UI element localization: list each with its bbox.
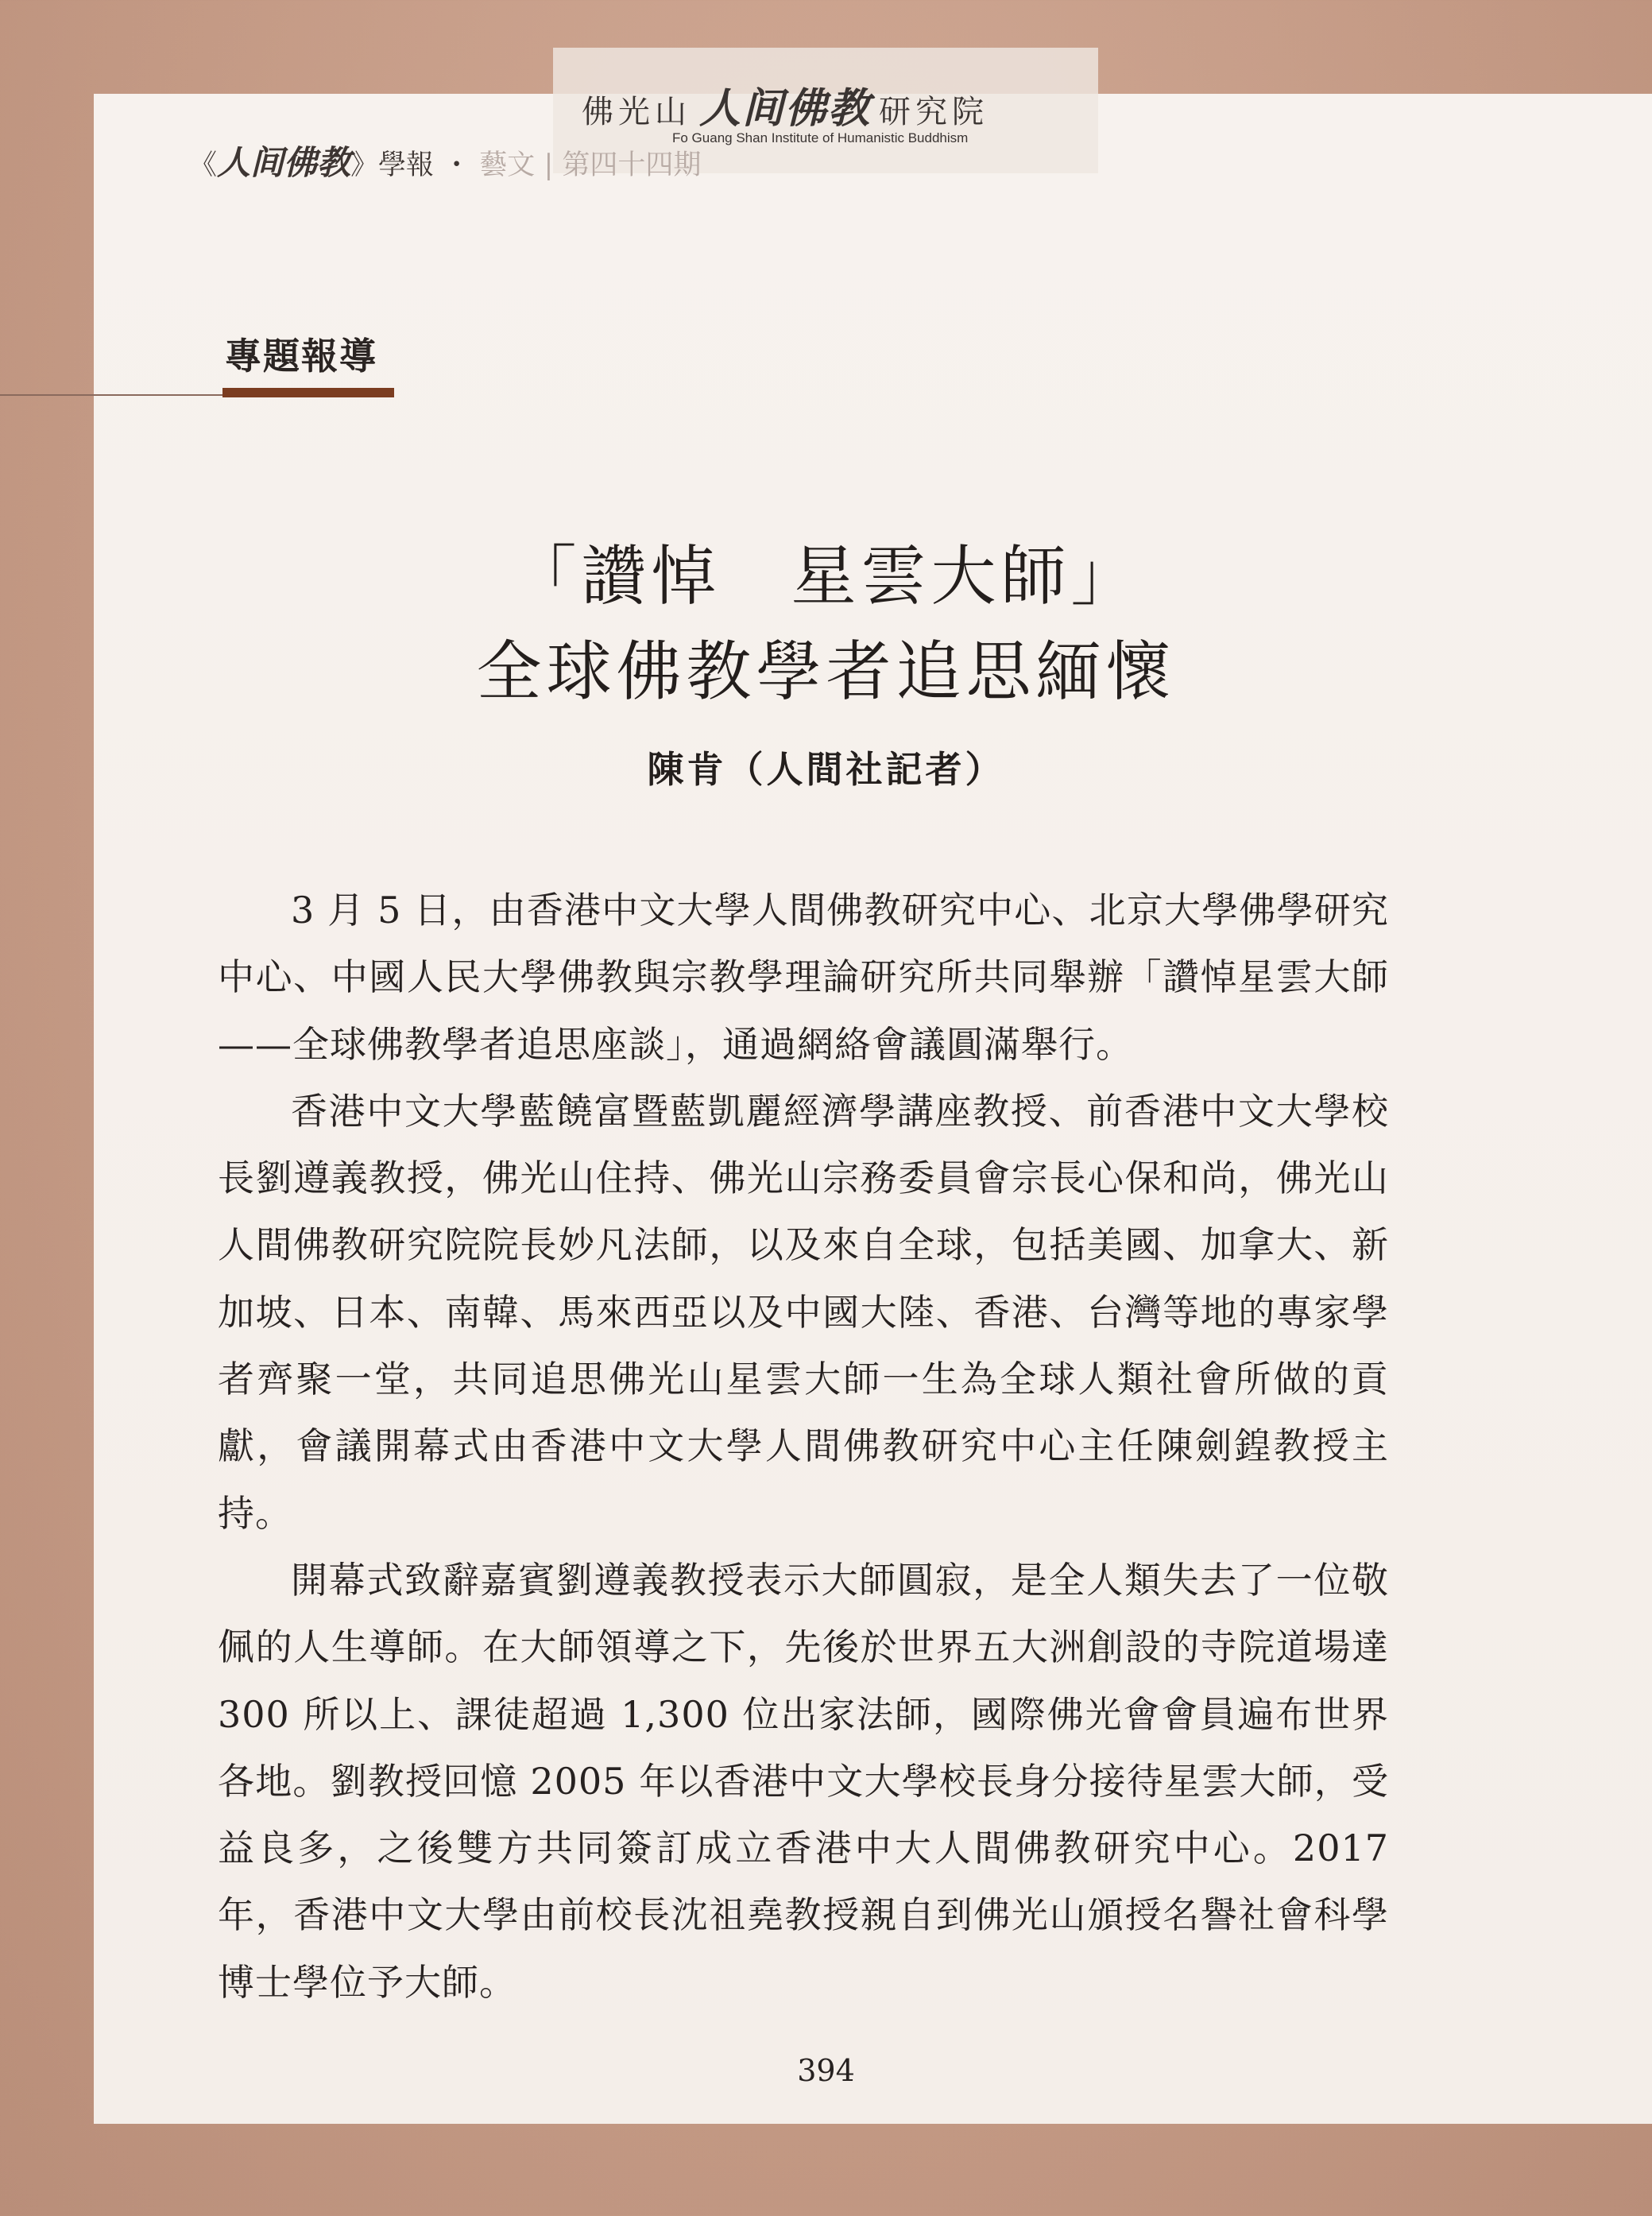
running-head-section: 藝文 [479, 149, 536, 181]
watermark-right: 研究院 [879, 94, 989, 130]
watermark-english: Fo Guang Shan Institute of Humanistic Buddhism [672, 130, 969, 145]
section-label: 專題報導 [225, 335, 377, 378]
page-number: 394 [797, 2053, 855, 2088]
running-head-separator: | [535, 149, 563, 181]
running-head [189, 137, 701, 184]
article-title-line2: 全球佛教學者追思緬懷 [476, 634, 1176, 710]
paragraph: 3 月 5 日，由香港中文大學人間佛教研究中心、北京大學佛學研究中心、中國人民大學佛教與宗教學理論研究所共同舉辦「讚悼星雲大師——全球佛教學者追思座談」，通過網絡會議圓滿舉行。 [218, 889, 1389, 1066]
paragraph: 開幕式致辭嘉賓劉遵義教授表示大師圓寂，是全人類失去了一位敬佩的人生導師。在大師領導之下，先後於世界五大洲創設的寺院道場達 300 所以上、課徒超過 1,300 位出家法師，國際佛光會會員遍布世界各地。劉教授回憶 2005 年以香港中文大學校長身分接待星雲大師，受益良多，之後雙方共同簽訂成立香港中大人間佛教研究中心。2017 年，香港中文大學由前校長沈祖堯教授親自到佛光山頒授名譽社會科學博士學位予大師。 [218, 1558, 1389, 2004]
watermark-logo: 人间佛教 [699, 84, 872, 133]
paragraph: 香港中文大學藍饒富暨藍凱麗經濟學講座教授、前香港中文大學校長劉遵義教授，佛光山住持、佛光山宗務委員會宗長心保和尚，佛光山人間佛教研究院院長妙凡法師，以及來自全球，包括美國、加拿大、新加坡、日本、南韓、馬來西亞以及中國大陸、香港、台灣等地的專家學者齊聚一堂，共同追思佛光山星雲大師一生為全球人類社會所做的貢獻，會議開幕式由香港中文大學人間佛教研究中心主任陳劍鍠教授主持。 [218, 1089, 1389, 1535]
journal-title-logo: 人间佛教 [217, 143, 351, 182]
article-title-line1: 「讚悼 星雲大師」 [511, 539, 1141, 614]
watermark-title [582, 75, 988, 134]
article-body [218, 877, 1389, 2016]
watermark-left: 佛光山 [582, 94, 691, 130]
running-head-open: 《 [189, 149, 218, 181]
section-label-underline [222, 388, 394, 397]
running-head-issue: 第四十四期 [562, 149, 702, 181]
article-author: 陳肯（人間社記者） [647, 748, 1005, 791]
running-head-close: 》學報 ・ [350, 149, 480, 181]
